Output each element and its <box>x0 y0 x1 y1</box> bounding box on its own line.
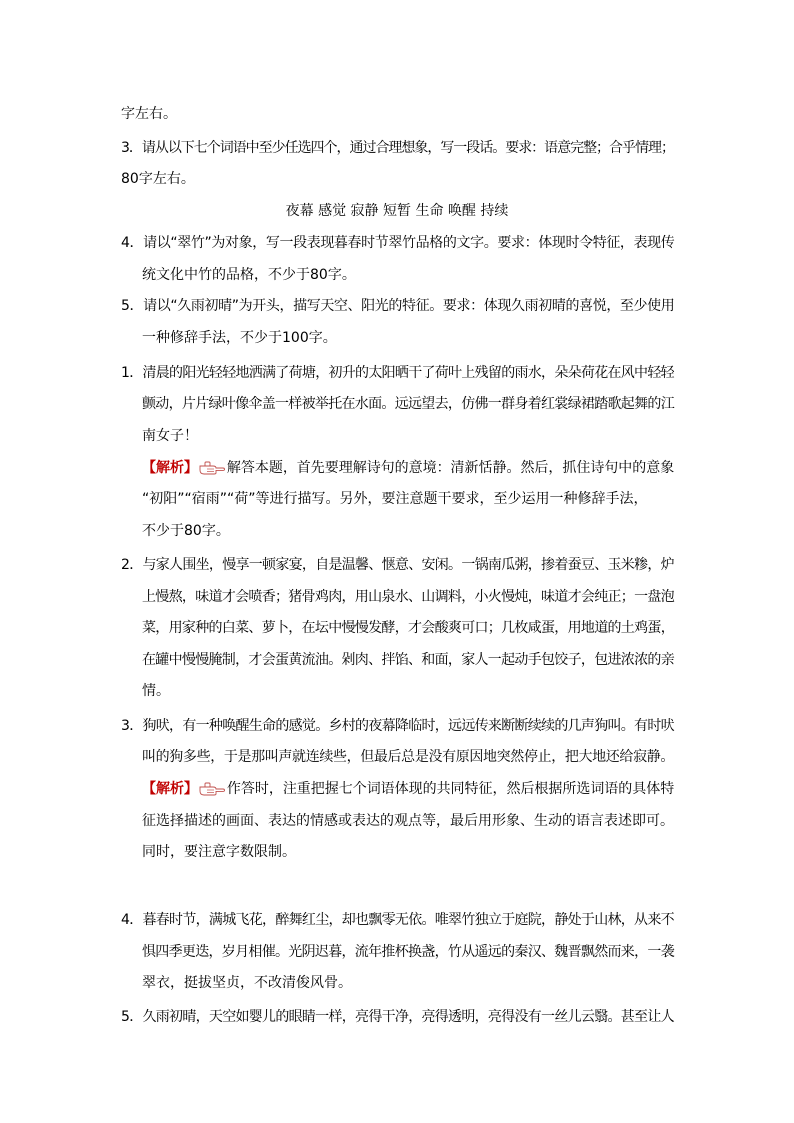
pointing-hand-icon <box>199 782 225 796</box>
answer-3-line-1: 3．狗吠，有一种唤醒生命的感觉。乡村的夜幕降临时，远远传来断断续续的几声狗叫。有时吠 <box>121 718 674 734</box>
answer-3-line-2: 叫的狗多些，于是那叫声就连续些，但最后总是没有原因地突然停止，把大地还给寂静。 <box>142 749 674 765</box>
question-5-line-1: 5．请以“久雨初晴”为开头，描写天空、阳光的特征。要求：体现久雨初晴的喜悦，至少使用 <box>121 298 675 314</box>
answer-2-line-5: 情。 <box>142 683 170 699</box>
answer-1-line-2: 颤动，片片绿叶像伞盖一样被举托在水面。远远望去，仿佛一群身着红裳绿裙踏歌起舞的江 <box>142 396 674 412</box>
explanation-text: 作答时，注重把握七个词语体现的共同特征，然后根据所选词语的具体特 <box>226 781 675 797</box>
answer-1-explanation-line-3: 不少于80字。 <box>142 523 230 539</box>
answer-2-line-4: 在罐中慢慢腌制，才会蛋黄流油。剁肉、拌馅、和面，家人一起动手包饺子，包进浓浓的亲 <box>142 652 674 668</box>
answer-3-explanation-line-1 <box>142 779 674 799</box>
question-4-line-2: 统文化中竹的品格，不少于80字。 <box>142 267 356 283</box>
answer-2-line-3: 菜，用家种的白菜、萝卜，在坛中慢慢发酵，才会酸爽可口；几枚咸蛋，用地道的土鸡蛋， <box>142 620 674 636</box>
pointing-hand-icon <box>199 461 225 475</box>
answer-4-line-2: 惧四季更迭，岁月相催。光阴迟暮，流年推杯换盏，竹从遥远的秦汉、魏晋飘然而来，一袭 <box>142 944 674 960</box>
answer-4-line-3: 翠衣，挺拔坚贞，不改清俊风骨。 <box>142 975 352 991</box>
question-4-line-1: 4．请以“翠竹”为对象，写一段表现暮春时节翠竹品格的文字。要求：体现时令特征，表现传 <box>121 235 675 251</box>
answer-3-explanation-line-3: 同时，要注意字数限制。 <box>142 844 296 860</box>
answer-3-explanation-line-2: 征选择描述的画面、表达的情感或表达的观点等，最后用形象、生动的语言表述即可。 <box>142 813 674 829</box>
answer-1-explanation-line-1 <box>142 458 674 478</box>
answer-1-line-3: 南女子！ <box>142 428 198 444</box>
explanation-text: 解答本题，首先要理解诗句的意境：清新恬静。然后，抓住诗句中的意象 <box>226 460 675 476</box>
analysis-tag: 【解析】 <box>142 781 198 797</box>
answer-1-explanation-line-2: “初阳”“宿雨”“荷”等进行描写。另外，要注意题干要求，至少运用一种修辞手法， <box>142 491 648 507</box>
answer-2-line-2: 上慢熬，味道才会喷香；猪骨鸡肉，用山泉水、山调料，小火慢炖，味道才会纯正；一盘泡 <box>142 589 674 605</box>
answer-4-line-1: 4．暮春时节，满城飞花，醉舞红尘，却也飘零无依。唯翠竹独立于庭院，静处于山林，从来不 <box>121 912 674 928</box>
question-3-line-2: 80字左右。 <box>121 171 195 187</box>
word-list: 夜幕 感觉 寂静 短暂 生命 唤醒 持续 <box>285 203 509 219</box>
question-5-line-2: 一种修辞手法，不少于100字。 <box>142 330 337 346</box>
text-line: 字左右。 <box>121 106 177 122</box>
question-3-line-1: 3．请从以下七个词语中至少任选四个，通过合理想象，写一段话。要求：语意完整；合乎情理； <box>121 140 674 156</box>
analysis-tag: 【解析】 <box>142 460 198 476</box>
answer-2-line-1: 2．与家人围坐，慢享一顿家宴，自是温馨、惬意、安闲。一锅南瓜粥，掺着蚕豆、玉米糁，炉 <box>121 557 674 573</box>
answer-1-line-1: 1．清晨的阳光轻轻地洒满了荷塘，初升的太阳晒干了荷叶上残留的雨水，朵朵荷花在风中轻轻 <box>121 365 674 381</box>
answer-5-line-1: 5．久雨初晴，天空如婴儿的眼睛一样，亮得干净，亮得透明，亮得没有一丝儿云翳。甚至让人 <box>121 1009 674 1025</box>
